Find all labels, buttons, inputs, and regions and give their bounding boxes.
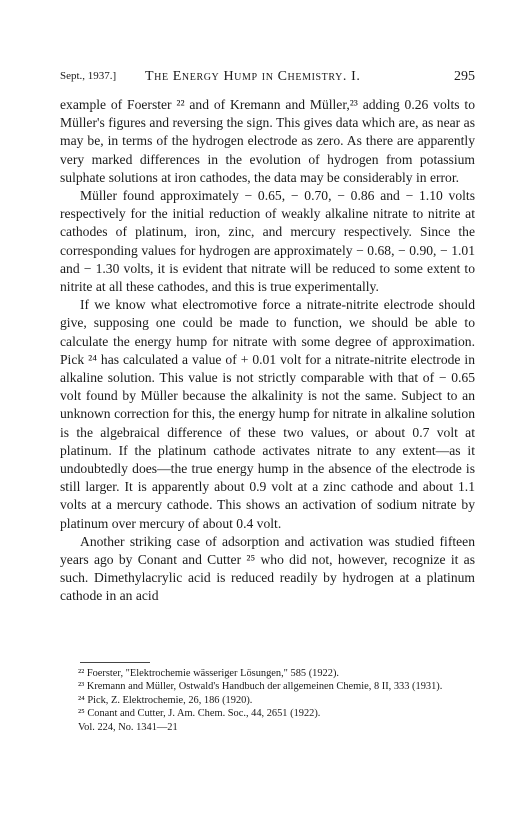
footnote-divider bbox=[80, 662, 150, 663]
running-header bbox=[60, 70, 475, 90]
header-date: Sept., 1937.] bbox=[60, 70, 117, 82]
body-text bbox=[60, 96, 475, 606]
paragraph-2: Müller found approximately − 0.65, − 0.70, − 0.86 and − 1.10 volts respectively for the initial reduction of weakly alkaline nitrate to nitrite at cathodes of platinum, iron, zinc, and mercury respectively. Since the corresponding values for hydrogen are approximately − 0.68, − 0.90, − 1.01 and − 1.30 volts, it is evident that nitrate will be reduced to some extent to nitrite at all these cathodes, and this is true experimentally. bbox=[60, 188, 475, 295]
footnote-24: ²⁴ Pick, Z. Elektrochemie, 26, 186 (1920). bbox=[78, 694, 253, 706]
volume-line: Vol. 224, No. 1341—21 bbox=[78, 721, 178, 733]
paragraph-4: Another striking case of adsorption and activation was studied fifteen years ago by Conant and Cutter ²⁵ who did not, however, recognize it as such. Dimethylacrylic acid is reduced readily by hydrogen at a platinum cathode in an acid bbox=[60, 533, 475, 604]
footnote-23: ²³ Kremann and Müller, Ostwald's Handbuch der allgemeinen Chemie, 8 II, 333 (1931). bbox=[78, 681, 443, 693]
footnote-22: ²² Foerster, "Elektrochemie wässeriger Lösungen," 585 (1922). bbox=[78, 668, 340, 679]
footnotes bbox=[60, 667, 475, 734]
paragraph-3: If we know what electromotive force a nitrate-nitrite electrode should give, supposing one could be made to function, we should be able to calculate the energy hump for nitrate with some degree of approximation. Pick ²⁴ has calculated a value of + 0.01 volt for a nitrate-nitrite electrode in alkaline solution. This value is not strictly comparable with that of − 0.65 volt found by Müller because the alkalinity is not the same. Subject to an unknown correction for this, the energy hump for nitrate in alkaline solution is the algebraical difference of these two values, or about 0.7 volt at platinum. If the platinum cathode activates nitrate to any extent—as it undoubtedly does—the true energy hump in the absence of the electrode is still larger. It is apparently about 0.9 volt at a zinc cathode and about 1.1 volts at a mercury cathode. This shows an activation of sodium nitrate by platinum over mercury of about 0.4 volt. bbox=[60, 297, 475, 531]
header-title: The Energy Hump in Chemistry. I. bbox=[145, 69, 361, 84]
page-number: 295 bbox=[454, 69, 475, 84]
footnote-25: ²⁵ Conant and Cutter, J. Am. Chem. Soc., 44, 2651 (1922). bbox=[78, 708, 321, 720]
paragraph-1: example of Foerster ²² and of Kremann and Müller,²³ adding 0.26 volts to Müller's figures and reversing the sign. This gives data which are, as near as may be, in terms of the hydrogen electrode as zero. As there are apparently very marked differences in the evolution of hydrogen from potassium sulphate solutions at iron cathodes, the data may be considerably in error. bbox=[60, 97, 475, 185]
